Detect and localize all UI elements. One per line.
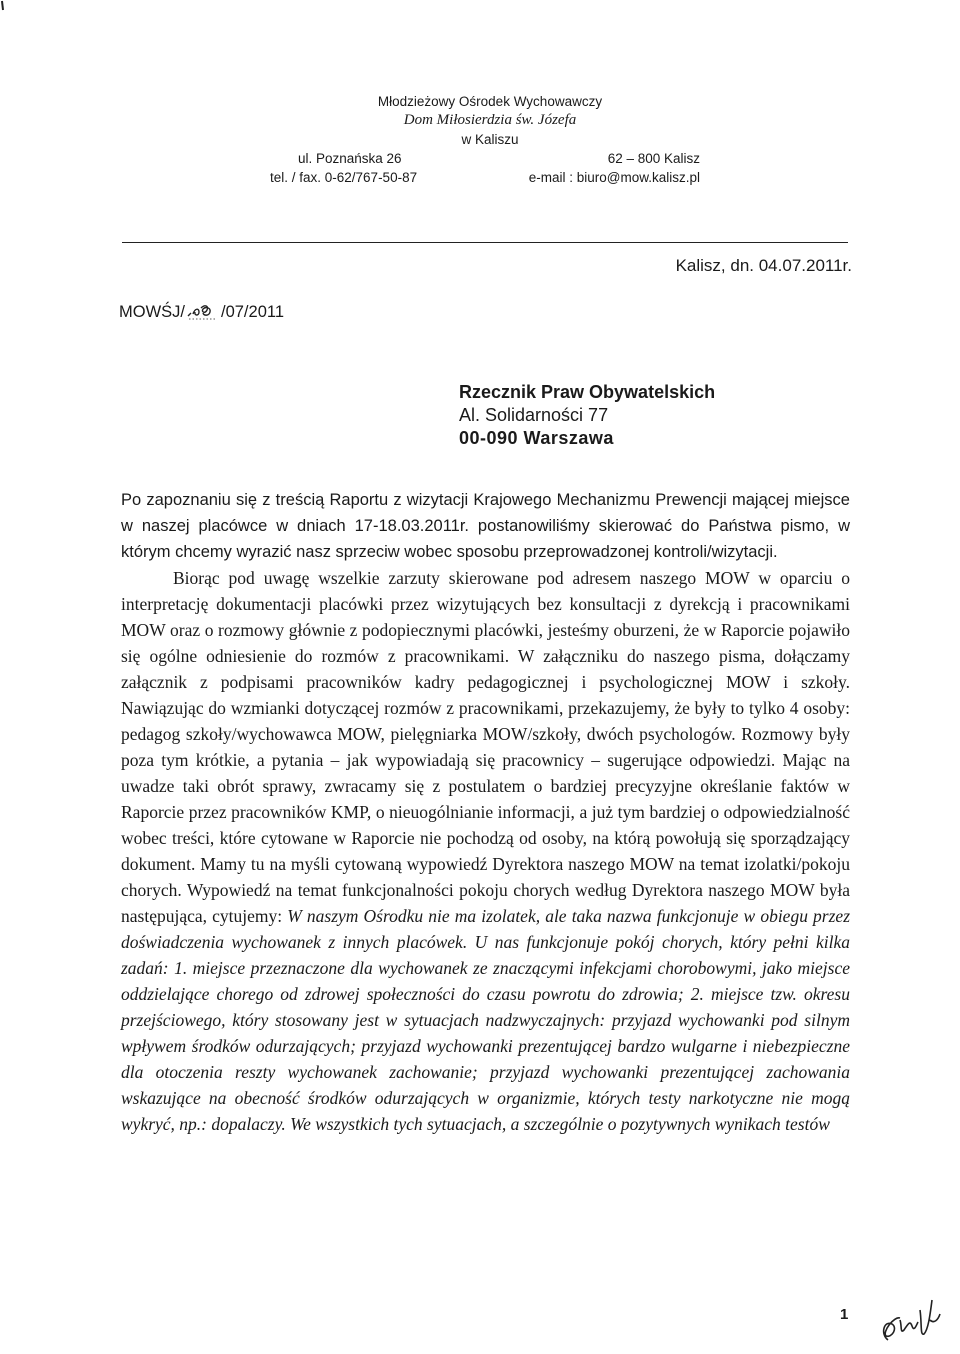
address-row xyxy=(270,149,710,168)
org-city: w Kaliszu xyxy=(461,132,519,147)
scan-artifact-mark xyxy=(0,0,6,12)
handwritten-number xyxy=(185,300,221,322)
letter-body xyxy=(121,487,850,1137)
org-name: Młodzieżowy Ośrodek Wychowawczy xyxy=(377,94,603,109)
letterhead-divider xyxy=(122,242,848,243)
org-street: ul. Poznańska 26 xyxy=(298,151,402,166)
reference-prefix: MOWŚJ/ xyxy=(119,303,185,321)
org-subtitle: Dom Miłosierdzia św. Józefa xyxy=(403,112,577,128)
reference-suffix: /07/2011 xyxy=(221,303,285,321)
recipient-address xyxy=(459,381,715,450)
recipient-name: Rzecznik Praw Obywatelskich xyxy=(459,382,716,402)
paragraph-2-text: Biorąc pod uwagę wszelkie zarzuty skierowane pod adresem naszego MOW w oparciu o interpretację dokumentacji placówki przez wizytujących bez konsultacji z dyrekcją i pracownikami MOW oraz o rozmowy głównie z podopiecznymi placówki, jesteśmy oburzeni, że w Raporcie pojawiło się ogólne odniesienie do rozmów z pracownikami. W załączniku do naszego pisma, dołączamy załącznik z podpisami pracowników kadry pedagogicznej i psychologicznej MOW i szkoły. Nawiązując do wzmianki dotyczącej rozmów z pracownikami, przekazujemy, że były to tylko 4 osoby: pedagog szkoły/wychowawca MOW, pielęgniarka MOW/szkoły, dwóch psychologów. Rozmowy były poza tym krótkie, a pytania – jak wypowiadają się pracownicy – sugerujące odpowiedzi. Mając na uwadze taki obrót sprawy, zwracamy się z postulatem o bardziej precyzyjne określanie faktów w Raporcie przez pracowników KMP, o nieuogólnianie informacji, a już tym bardziej o odpowiedzialność wobec treści, które cytowane w Raporcie nie pochodzą od osoby, na którą powołują się sporządzający dokument. Mamy tu na myśli cytowaną wypowiedź Dyrektora naszego MOW na temat izolatki/pokoju chorych. Wypowiedź na temat funkcjonalności pokoju chorych według Dyrektora naszego MOW była następująca, cytujemy: xyxy=(121,568,850,926)
reference-number xyxy=(119,300,284,322)
page-number: 1 xyxy=(840,1306,849,1323)
paragraph-2 xyxy=(121,565,850,1137)
place-date: Kalisz, dn. 04.07.2011r. xyxy=(675,256,852,275)
org-postal: 62 – 800 Kalisz xyxy=(607,151,700,166)
org-email: e-mail : biuro@mow.kalisz.pl xyxy=(528,170,700,185)
org-phone: tel. / fax. 0-62/767-50-87 xyxy=(270,170,418,185)
paragraph-1 xyxy=(121,487,850,565)
director-quote: W naszym Ośrodku nie ma izolatek, ale taka nazwa funkcjonuje w obiegu przez doświadczenia wychowanek z innych placówek. U nas funkcjonuje pokój chorych, który pełni kilka zadań: 1. miejsce przeznaczone dla wychowanek ze znaczącymi infekcjami chorobowymi, jako miejsce oddzielające chorego od zdrowej społeczności do czasu powrotu do zdrowia; 2. miejsce tzw. okresu przejściowego, który stosowany jest w sytuacjach nadzwyczajnych: przyjazd wychowanki pod silnym wpływem środków odurzających; przyjazd wychowanki prezentującej bardzo wulgarne i niebezpieczne dla otoczenia reszty wychowanek zachowanie; przyjazd wychowanki prezentującej zachowania wskazujące na obecność środków odurzających w organizmie, których testy narkotyczne nie mogą wykryć, np.: dopalaczy. We wszystkich tych sytuacjach, a szczególnie o pozytywnych wynikach testów xyxy=(121,906,851,1134)
recipient-city: 00-090 Warszawa xyxy=(459,428,614,448)
handwritten-signature xyxy=(870,1290,950,1350)
recipient-street: Al. Solidarności 77 xyxy=(459,405,609,425)
paragraph-1-text: Po zapoznaniu się z treścią Raportu z wizytacji Krajowego Mechanizmu Prewencji mającej miejsce w naszej placówce w dniach 17-18.03.2011r. postanowiliśmy skierować do Państwa pismo, w którym chcemy wyrazić nasz sprzeciw wobec sposobu przeprowadzonej kontroli/wizytacji. xyxy=(121,491,850,561)
contact-row xyxy=(270,168,710,187)
letterhead xyxy=(270,92,710,187)
